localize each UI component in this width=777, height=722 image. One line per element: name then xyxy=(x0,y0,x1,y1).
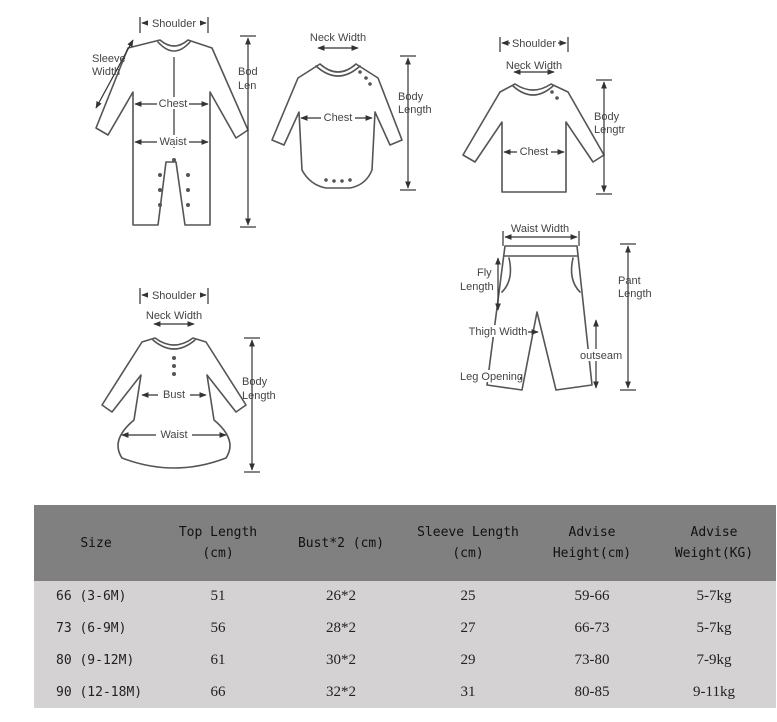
cell-size: 90 (12-18M) xyxy=(56,684,143,700)
cell-top-length: 66 xyxy=(210,683,226,700)
cell-bust: 26*2 xyxy=(326,588,356,605)
romper-sleeve-label-2: Width xyxy=(92,66,121,78)
pants-diagram xyxy=(458,223,652,390)
dress-shoulder-label: Shoulder xyxy=(151,290,197,302)
cell-size: 73 (6-9M) xyxy=(56,621,127,637)
header-advise-height: Advise Height(cm) xyxy=(552,525,632,561)
shirt-neck-width-label: Neck Width xyxy=(505,60,563,72)
dress-body-length-label-1: Body xyxy=(242,376,268,388)
shirt-body-length-label-2: Lengtr xyxy=(594,124,626,136)
romper-waist-label: Waist xyxy=(159,136,187,148)
romper-body-length-label-1: Bod xyxy=(238,66,258,78)
table-header-row xyxy=(34,505,776,581)
pants-waist-width-label: Waist Width xyxy=(510,223,570,235)
bodysuit-body-length-label-2: Length xyxy=(398,104,432,116)
cell-bust: 30*2 xyxy=(326,651,356,668)
shirt-body-length-label-1: Body xyxy=(594,111,620,123)
cell-sleeve-length: 29 xyxy=(460,651,476,668)
cell-sleeve-length: 31 xyxy=(460,683,476,700)
cell-sleeve-length: 27 xyxy=(460,620,476,637)
bodysuit-collar xyxy=(316,66,360,76)
cell-advise-weight: 7-9kg xyxy=(696,651,732,668)
table-row xyxy=(34,645,776,677)
cell-top-length: 56 xyxy=(210,620,226,637)
pants-thigh-width-label: Thigh Width xyxy=(468,326,528,338)
cell-advise-height: 66-73 xyxy=(574,620,610,637)
table-row xyxy=(34,581,776,613)
pants-outline xyxy=(487,246,592,390)
shirt-diagram xyxy=(463,37,626,194)
pants-leg-opening-label: Leg Opening xyxy=(460,371,523,383)
romper-chest-label: Chest xyxy=(158,98,188,110)
dress-diagram xyxy=(102,288,276,472)
pants-fly-length-label-1: Fly xyxy=(477,267,492,279)
cell-advise-height: 59-66 xyxy=(574,588,610,605)
shirt-outline xyxy=(463,84,604,192)
cell-top-length: 61 xyxy=(210,651,226,668)
shirt-shoulder-label: Shoulder xyxy=(511,38,557,50)
cell-bust: 32*2 xyxy=(326,683,356,700)
cell-bust: 28*2 xyxy=(326,620,356,637)
romper-sleeve-label-1: Sleeve xyxy=(92,53,126,65)
romper-diagram xyxy=(92,17,258,227)
pants-pant-length-label-1: Pant xyxy=(618,275,641,287)
size-chart-table xyxy=(34,505,776,708)
header-size: Size xyxy=(80,535,112,551)
pants-fly-length-label-2: Length xyxy=(460,281,494,293)
header-bust: Bust*2 (cm) xyxy=(297,535,385,551)
cell-advise-weight: 5-7kg xyxy=(696,620,732,637)
dress-bust-label: Bust xyxy=(162,389,186,401)
dress-neck-width-label: Neck Width xyxy=(145,310,203,322)
cell-advise-weight: 5-7kg xyxy=(696,588,732,605)
cell-size: 80 (9-12M) xyxy=(56,652,135,668)
table-row xyxy=(34,613,776,645)
cell-advise-height: 73-80 xyxy=(574,651,610,668)
bodysuit-chest-label: Chest xyxy=(323,112,353,124)
dress-waist-label: Waist xyxy=(160,429,188,441)
shirt-chest-label: Chest xyxy=(519,146,549,158)
bodysuit-outline xyxy=(272,64,402,188)
header-top-length: Top Length (cm) xyxy=(178,525,258,561)
header-sleeve-length: Sleeve Length (cm) xyxy=(417,525,519,561)
romper-body-length-label-2: Len xyxy=(238,80,257,92)
cell-size: 66 (3-6M) xyxy=(56,589,127,605)
bodysuit-diagram xyxy=(272,32,432,190)
dress-body-length-label-2: Length xyxy=(242,390,276,402)
cell-sleeve-length: 25 xyxy=(460,588,476,605)
cell-advise-weight: 9-11kg xyxy=(693,683,735,700)
cell-advise-height: 80-85 xyxy=(574,683,610,700)
romper-shoulder-label: Shoulder xyxy=(151,18,197,30)
pants-pant-length-label-2: Length xyxy=(618,288,652,300)
pants-outseam-label: outseam xyxy=(580,350,623,362)
bodysuit-body-length-label-1: Body xyxy=(398,91,424,103)
table-row xyxy=(34,676,776,708)
bodysuit-neck-width-label: Neck Width xyxy=(309,32,367,44)
cell-top-length: 51 xyxy=(210,588,226,605)
header-advise-weight: Advise Weight(KG) xyxy=(674,525,754,561)
